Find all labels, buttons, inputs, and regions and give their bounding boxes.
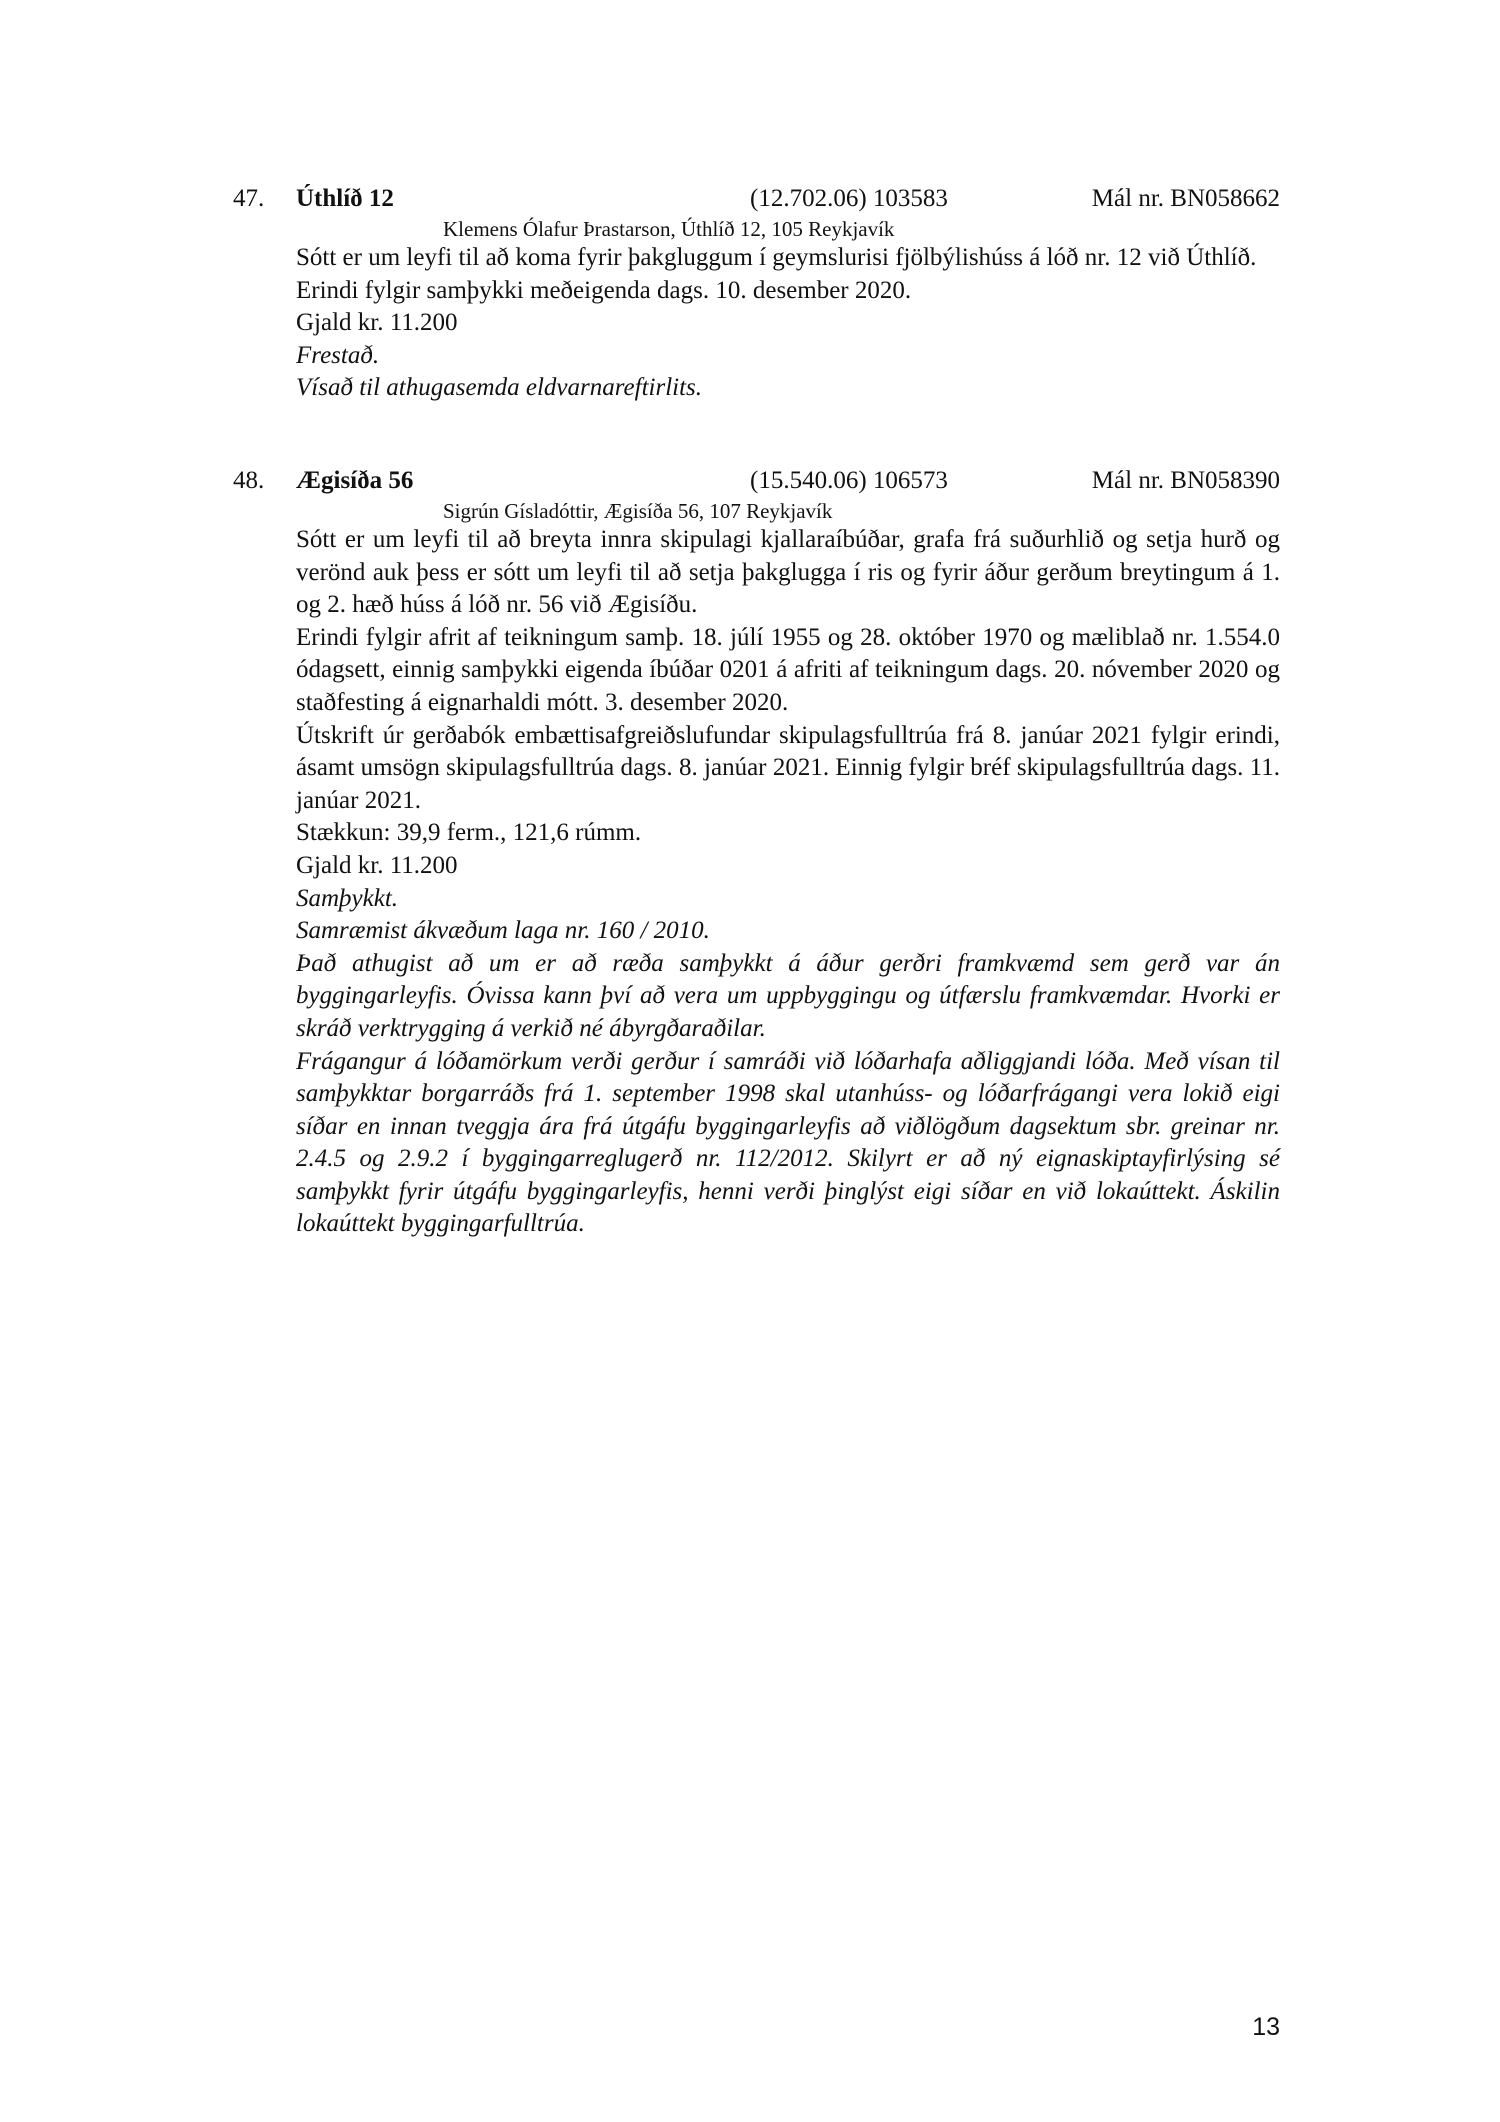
item-paragraph: Sótt er um leyfi til að koma fyrir þakgluggum í geymslurisi fjölbýlishúss á lóð nr. 12 við Úthlíð. bbox=[296, 244, 1257, 271]
item-case-number: Mál nr. BN058662 bbox=[1091, 185, 1280, 212]
item-number: 47. bbox=[233, 185, 265, 212]
page-number: 13 bbox=[1252, 2013, 1280, 2041]
item-decision: Frestað. bbox=[296, 341, 380, 369]
item-number: 48. bbox=[233, 467, 265, 494]
item-decision: Samþykkt. bbox=[296, 884, 399, 912]
item-paragraph: Sótt er um leyfi til að breyta innra skipulagi kjallaraíbúðar, grafa frá suðurhlið og setja hurð og verönd auk þess er sótt um leyfi til að setja þakglugga í ris og fyrir áður gerðum breytingum á 1. og 2. hæð húss á lóð nr. 56 við Ægisíðu. bbox=[296, 526, 1280, 619]
item-body bbox=[296, 242, 1280, 405]
item-paragraph: Gjald kr. 11.200 bbox=[296, 851, 458, 879]
item-reference: (15.540.06) 106573 bbox=[750, 467, 948, 494]
item-applicant: Sigrún Gísladóttir, Ægisíða 56, 107 Reykjavík bbox=[443, 499, 833, 523]
item-paragraph: Stækkun: 39,9 ferm., 121,6 rúmm. bbox=[296, 819, 642, 847]
item-reference: (12.702.06) 103583 bbox=[750, 185, 948, 212]
item-paragraph: Útskrift úr gerðabók embættisafgreiðslufundar skipulagsfulltrúa frá 8. janúar 2021 fylgir erindi, ásamt umsögn skipulagsfulltrúa dags. 8. janúar 2021. Einnig fylgir bréf skipulagsfulltrúa dags. 11. janúar 2021. bbox=[296, 721, 1280, 814]
item-case-number: Mál nr. BN058390 bbox=[1091, 467, 1280, 494]
item-title: Ægisíða 56 bbox=[296, 467, 414, 494]
item-paragraph: Erindi fylgir samþykki meðeigenda dags. 10. desember 2020. bbox=[296, 276, 912, 304]
item-decision: Það athugist að um er að ræða samþykkt á áður gerðri framkvæmd sem gerð var án byggingarleyfis. Óvissa kann því að vera um uppbyggingu og útfærslu framkvæmdar. Hvorki er skráð verktrygging á verkið né ábyrgðaraðilar. bbox=[296, 949, 1280, 1042]
item-decision: Vísað til athugasemda eldvarnareftirlits. bbox=[296, 374, 703, 402]
item-body bbox=[296, 524, 1280, 1241]
item-header bbox=[233, 182, 1280, 216]
item-decision: Frágangur á lóðamörkum verði gerður í samráði við lóðarhafa aðliggjandi lóða. Með vísan til samþykktar borgarráðs frá 1. september 1998 skal utanhúss- og lóðarfrágangi vera lokið eigi síðar en innan tveggja ára frá útgáfu byggingarleyfis að viðlögðum dagsektum sbr. greinar nr. 2.4.5 og 2.9.2 í byggingarreglugerð nr. 112/2012. Skilyrt er að ný eignaskiptayfirlýsing sé samþykkt fyrir útgáfu byggingarleyfis, henni verði þinglýst eigi síðar en við lokaúttekt. Áskilin lokaúttekt byggingarfulltrúa. bbox=[296, 1047, 1280, 1238]
agenda-item-47 bbox=[233, 182, 1280, 405]
item-paragraph: Gjald kr. 11.200 bbox=[296, 309, 458, 337]
item-applicant: Klemens Ólafur Þrastarson, Úthlíð 12, 105 Reykjavík bbox=[443, 217, 895, 241]
item-title: Úthlíð 12 bbox=[296, 185, 394, 212]
item-header bbox=[233, 464, 1280, 498]
item-paragraph: Erindi fylgir afrit af teikningum samþ. 18. júlí 1955 og 28. október 1970 og mæliblað nr. 1.554.0 ódagsett, einnig samþykki eigenda íbúðar 0201 á afriti af teikningum dags. 20. nóvember 2020 og staðfesting á eignarhaldi mótt. 3. desember 2020. bbox=[296, 623, 1280, 716]
item-decision: Samræmist ákvæðum laga nr. 160 / 2010. bbox=[296, 917, 710, 945]
agenda-item-48 bbox=[233, 464, 1280, 1241]
